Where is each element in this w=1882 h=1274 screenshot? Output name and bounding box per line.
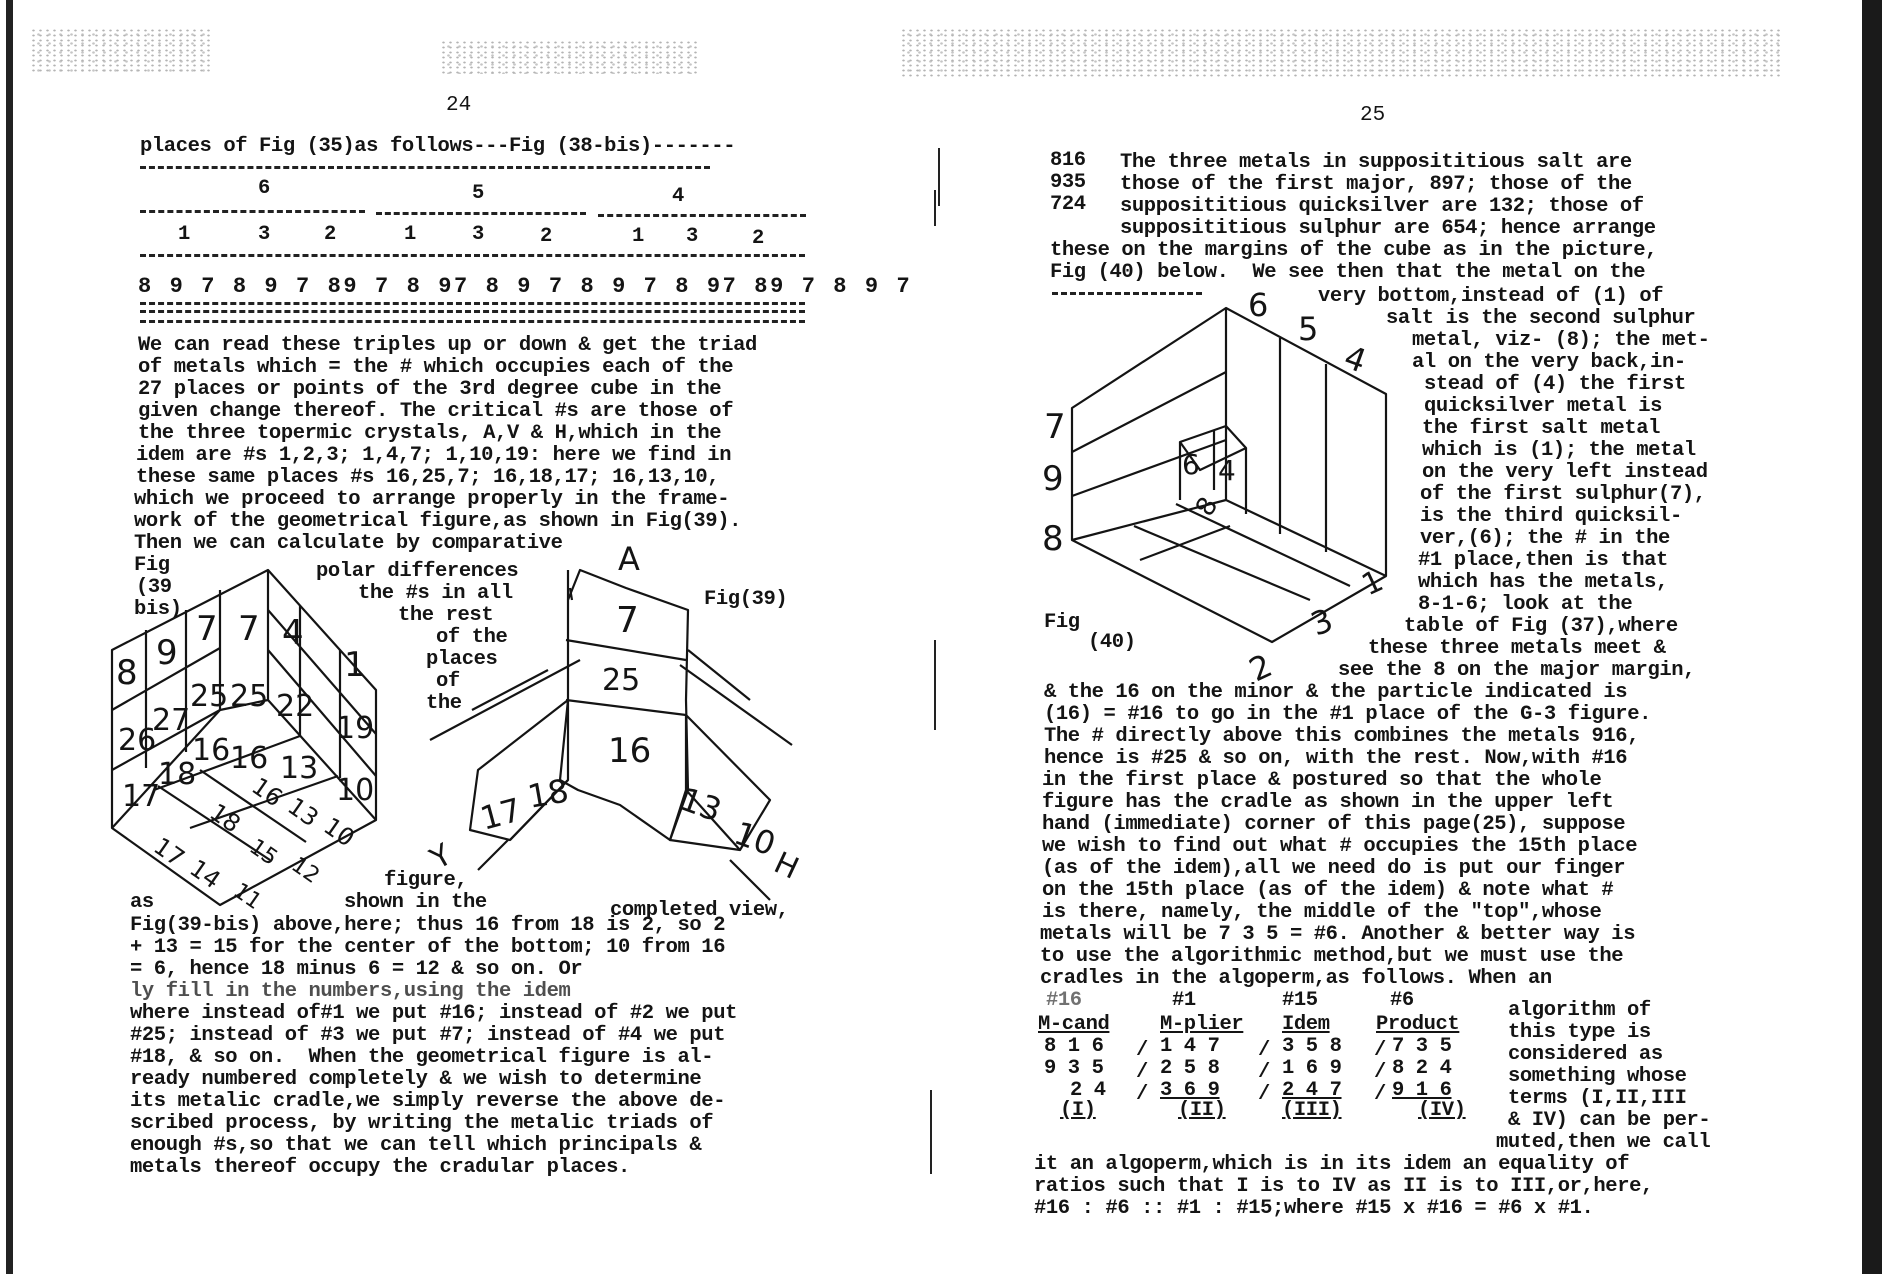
text-line: scribed process, by writing the metalic triads of xyxy=(130,1112,714,1135)
hex-letter: Y xyxy=(424,837,458,877)
right-scan-edge xyxy=(1862,0,1882,1274)
fig40-digit: 2 xyxy=(1243,646,1278,690)
text-line: it an algoperm,which is in its idem an equality of xyxy=(1034,1153,1630,1176)
table-cell: 2 4 7 xyxy=(1282,1079,1342,1102)
group-rule xyxy=(376,212,586,215)
subhead: 3 xyxy=(258,223,270,246)
text-line: #16 : #6 :: #1 : #15;where #15 x #16 = #6 x #1. xyxy=(1034,1197,1594,1220)
text-line: we wish to find out what # occupies the 15th place xyxy=(1042,835,1638,858)
hex-number: 16 xyxy=(608,731,652,771)
fig40-cube xyxy=(1030,290,1430,690)
cube-number: 16 xyxy=(192,733,231,768)
group-head: 5 xyxy=(472,182,484,205)
text-line: where instead of#1 we put #16; instead of #2 we put xyxy=(130,1002,738,1025)
table-num: #6 xyxy=(1390,989,1414,1012)
text-line: We can read these triples up or down & get the triad xyxy=(138,334,757,357)
subhead-rule xyxy=(140,254,805,257)
side-line: considered as xyxy=(1508,1043,1663,1066)
cube-number: 16 xyxy=(246,771,288,813)
table-num: #1 xyxy=(1172,989,1196,1012)
text-line: the three topermic crystals, A,V & H,which in the xyxy=(138,422,722,445)
fig40-digit: 8 xyxy=(1190,492,1225,522)
wrap-line: ver,(6); the # in the xyxy=(1420,527,1670,550)
left-page-number: 24 xyxy=(446,94,472,117)
fig40-digit: 8 xyxy=(1042,519,1064,559)
table-slash: / xyxy=(1136,1083,1148,1106)
text-line: which we proceed to arrange properly in the frame- xyxy=(134,488,730,511)
text-line: its metalic cradle,we simply reverse the above de- xyxy=(130,1090,726,1113)
subhead: 1 xyxy=(404,223,416,246)
text-line: hence is #25 & so on, with the rest. Now,with #16 xyxy=(1044,747,1628,770)
hex-number: 18 xyxy=(524,771,572,816)
cube-number: 10 xyxy=(336,773,375,808)
cube-number: 17 xyxy=(122,779,161,814)
gutter-mark xyxy=(934,640,936,730)
text-line: Fig(39-bis) above,here; thus 16 from 18 is 2, so 2 xyxy=(130,914,726,937)
text-line: metals will be 7 3 5 = #6. Another & better way is xyxy=(1040,923,1636,946)
subhead: 1 xyxy=(632,225,644,248)
cube-number: 27 xyxy=(152,703,191,738)
table-roman: (I) xyxy=(1060,1099,1096,1122)
text-line: these on the margins of the cube as in the picture, xyxy=(1050,239,1658,262)
cube-number: 25 xyxy=(190,679,229,714)
table-roman: (III) xyxy=(1282,1099,1342,1122)
wrap-line: #1 place,then is that xyxy=(1418,549,1668,572)
text-line: #25; instead of #3 we put #7; instead of #4 we put xyxy=(130,1024,726,1047)
wrap-line: see the 8 on the major margin, xyxy=(1338,659,1696,682)
table-cell: 3 6 9 xyxy=(1160,1079,1220,1102)
wrap-line: the first salt metal xyxy=(1422,417,1661,440)
fig40-digit: 6 xyxy=(1182,448,1200,481)
text-line: those of the first major, 897; those of the xyxy=(1120,173,1632,196)
cube-number: 14 xyxy=(184,853,226,895)
cube-number: 26 xyxy=(118,723,157,758)
text-line: hand (immediate) corner of this page(25), suppose xyxy=(1042,813,1626,836)
cube-number: 10 xyxy=(318,811,360,853)
subhead: 3 xyxy=(472,223,484,246)
text-line: work of the geometrical figure,as shown in Fig(39). xyxy=(134,510,742,533)
text-line: (16) = #16 to go in the #1 place of the G-3 figure. xyxy=(1044,703,1652,726)
table-cell: 9 3 5 xyxy=(1044,1057,1104,1080)
table-slash: / xyxy=(1136,1061,1148,1084)
text-line: idem are #s 1,2,3; 1,4,7; 1,10,19: here we find in xyxy=(136,444,732,467)
margin-number: 935 xyxy=(1050,171,1086,194)
table-cell: 1 6 9 xyxy=(1282,1057,1342,1080)
table-num: #15 xyxy=(1282,989,1318,1012)
text-line: = 6, hence 18 minus 6 = 12 & so on. Or xyxy=(130,958,583,981)
top-speckle-left xyxy=(30,28,210,74)
hex-number: 17 xyxy=(476,790,526,838)
fig40-digit: 6 xyxy=(1248,290,1269,324)
text-line: ready numbered completely & we wish to determine xyxy=(130,1068,702,1091)
top-speckle-mid xyxy=(440,40,700,74)
fig40-label: (40) xyxy=(1088,631,1136,654)
text-line: of metals which = the # which occupies each of the xyxy=(138,356,734,379)
table-cell: 8 1 6 xyxy=(1044,1035,1104,1058)
text-line: The three metals in supposititious salt are xyxy=(1120,151,1632,174)
margin-number: 724 xyxy=(1050,193,1086,216)
wrap-line: which is (1); the metal xyxy=(1422,439,1696,462)
text-line: ly fill in the numbers,using the idem xyxy=(130,980,571,1003)
group-head: 4 xyxy=(672,185,684,208)
side-line: something whose xyxy=(1508,1065,1687,1088)
text-line: Fig (40) below. We see then that the metal on the xyxy=(1050,261,1646,284)
shown-word: shown in the xyxy=(344,891,487,914)
cube-number: 11 xyxy=(228,878,266,915)
fig39bis-label: Fig xyxy=(134,554,170,577)
table-cell: 7 3 5 xyxy=(1392,1035,1452,1058)
table-head: Idem xyxy=(1282,1013,1330,1036)
hex-number: 25 xyxy=(602,663,641,698)
fig39-caption: Fig(39) xyxy=(704,588,788,611)
wrap-line: very bottom,instead of (1) of xyxy=(1318,285,1664,308)
cube-number: 19 xyxy=(336,711,375,746)
wrap-line: 8-1-6; look at the xyxy=(1418,593,1633,616)
text-line: cradles in the algoperm,as follows. When an xyxy=(1040,967,1552,990)
hex-letter: A xyxy=(618,540,640,578)
cube-number: 8 xyxy=(116,653,138,693)
side-line: algorithm of xyxy=(1508,999,1651,1022)
subhead: 1 xyxy=(178,223,190,246)
fig39bis-label: bis) xyxy=(134,598,182,621)
wrap-line: the rest xyxy=(398,604,494,627)
wrap-line: on the very left instead xyxy=(1422,461,1708,484)
completed-word: completed view, xyxy=(610,899,789,922)
cube-number: 7 xyxy=(238,609,260,649)
group-rule xyxy=(598,214,806,217)
group-head: 6 xyxy=(258,177,270,200)
text-line: & the 16 on the minor & the particle indicated is xyxy=(1044,681,1628,704)
wrap-line: quicksilver metal is xyxy=(1424,395,1663,418)
subhead: 3 xyxy=(686,225,698,248)
table-slash: / xyxy=(1258,1083,1270,1106)
text-line: enough #s,so that we can tell which principals & xyxy=(130,1134,702,1157)
text-line: given change thereof. The critical #s are those of xyxy=(138,400,734,423)
cube-number: 16 xyxy=(230,741,269,776)
margin-number: 816 xyxy=(1050,149,1086,172)
table-cell: 9 1 6 xyxy=(1392,1079,1452,1102)
text-line: in the first place & postured so that the whole xyxy=(1042,769,1602,792)
subhead: 2 xyxy=(540,225,552,248)
text-line: on the 15th place (as of the idem) & note what # xyxy=(1042,879,1614,902)
wrap-line: salt is the second sulphur xyxy=(1386,307,1696,330)
table-slash: / xyxy=(1374,1039,1386,1062)
subhead: 2 xyxy=(752,227,764,250)
text-line: metals thereof occupy the cradular places. xyxy=(130,1156,630,1179)
wrap-line: of xyxy=(436,670,460,693)
fig39bis-cube xyxy=(100,560,400,920)
table-head: Product xyxy=(1376,1013,1460,1036)
wrap-line: of the first sulphur(7), xyxy=(1420,483,1706,506)
side-line: this type is xyxy=(1508,1021,1651,1044)
text-line: to use the algorithmic method,but we must use the xyxy=(1040,945,1624,968)
right-page-number: 25 xyxy=(1360,104,1386,127)
cube-number: 12 xyxy=(286,852,324,889)
fig40-digit: 4 xyxy=(1218,454,1236,487)
text-line: figure has the cradle as shown in the upper left xyxy=(1042,791,1614,814)
side-line: terms (I,II,III xyxy=(1508,1087,1687,1110)
hex-number: 10 xyxy=(729,813,781,864)
fig39-hexagon xyxy=(420,540,820,920)
figure-word: figure, xyxy=(384,869,468,892)
fig40-label: Fig xyxy=(1044,611,1080,634)
table-cell: 2 4 xyxy=(1070,1079,1106,1102)
side-line: muted,then we call xyxy=(1496,1131,1711,1154)
cube-number: 18 xyxy=(158,757,197,792)
hex-letter: H xyxy=(768,845,804,887)
wrap-line: stead of (4) the first xyxy=(1424,373,1686,396)
left-heading: places of Fig (35)as follows---Fig (38-bis)------- xyxy=(140,135,736,158)
table-cell: 1 4 7 xyxy=(1160,1035,1220,1058)
fig39bis-label: (39 xyxy=(136,576,172,599)
text-line: supposititious quicksilver are 132; those of xyxy=(1120,195,1644,218)
gutter-mark xyxy=(930,1090,932,1174)
text-line: #18, & so on. When the geometrical figure is al- xyxy=(130,1046,714,1069)
text-line: Then we can calculate by comparative xyxy=(134,532,563,555)
side-line: & IV) can be per- xyxy=(1508,1109,1711,1132)
hex-number: 7 xyxy=(616,600,639,641)
table-slash: / xyxy=(1136,1039,1148,1062)
wrap-line: these three metals meet & xyxy=(1368,637,1666,660)
cube-number: 18 xyxy=(204,797,246,839)
table-cell: 2 5 8 xyxy=(1160,1057,1220,1080)
text-line: The # directly above this combines the metals 916, xyxy=(1044,725,1640,748)
left-scan-edge xyxy=(6,0,13,1274)
digit-row: 8 9 7 8 9 7 89 7 8 97 8 9 7 8 9 7 8 97 89 7 8 9 7 xyxy=(138,274,913,299)
wrap-line: the #s in all xyxy=(358,582,513,605)
cube-number: 13 xyxy=(280,751,319,786)
gutter-mark xyxy=(934,190,936,226)
hex-number: 13 xyxy=(675,779,727,830)
top-speckle-right xyxy=(900,28,1780,78)
fig40-digit: 3 xyxy=(1305,600,1338,644)
cube-number: 15 xyxy=(244,834,282,871)
wrap-line: table of Fig (37),where xyxy=(1404,615,1678,638)
cube-number: 13 xyxy=(282,791,324,833)
wrap-line: al on the very back,in- xyxy=(1412,351,1686,374)
gutter-mark xyxy=(938,148,940,206)
left-rule xyxy=(140,166,710,169)
fig40-digit: 5 xyxy=(1298,310,1319,348)
as-word: as xyxy=(130,891,154,914)
table-slash: / xyxy=(1374,1083,1386,1106)
text-line: supposititious sulphur are 654; hence arrange xyxy=(1120,217,1656,240)
fig40-digit: 4 xyxy=(1339,337,1372,381)
wrap-line: the xyxy=(426,692,462,715)
wrap-line: places xyxy=(426,648,498,671)
double-rule xyxy=(140,310,805,313)
cube-number: 7 xyxy=(196,609,218,649)
text-line: these same places #s 16,25,7; 16,18,17; 16,13,10, xyxy=(136,466,720,489)
wrap-line: which has the metals, xyxy=(1418,571,1668,594)
cube-number: 22 xyxy=(276,689,315,724)
cube-number: 9 xyxy=(156,633,178,673)
wrap-line: metal, viz- (8); the met- xyxy=(1412,329,1710,352)
fig40-digit: 9 xyxy=(1042,459,1064,499)
table-slash: / xyxy=(1258,1039,1270,1062)
wrap-line: is the third quicksil- xyxy=(1420,505,1682,528)
double-rule xyxy=(140,320,805,323)
table-cell: 8 2 4 xyxy=(1392,1057,1452,1080)
cube-number: 1 xyxy=(344,645,366,685)
table-head: M-plier xyxy=(1160,1013,1244,1036)
table-head: M-cand xyxy=(1038,1013,1110,1036)
text-line: ratios such that I is to IV as II is to III,or,here, xyxy=(1034,1175,1653,1198)
fig40-digit: 7 xyxy=(1044,407,1066,447)
subhead: 2 xyxy=(324,223,336,246)
table-cell: 3 5 8 xyxy=(1282,1035,1342,1058)
text-line: 27 places or points of the 3rd degree cube in the xyxy=(138,378,722,401)
text-line: is there, namely, the middle of the "top",whose xyxy=(1042,901,1602,924)
cube-number: 17 xyxy=(148,831,190,873)
wrap-line: polar differences xyxy=(316,560,519,583)
table-roman: (II) xyxy=(1178,1099,1226,1122)
text-line: (as of the idem),all we need do is put our finger xyxy=(1042,857,1626,880)
table-roman: (IV) xyxy=(1418,1099,1466,1122)
cube-number: 4 xyxy=(282,613,304,653)
wrap-line: of the xyxy=(436,626,508,649)
text-line: + 13 = 15 for the center of the bottom; 10 from 16 xyxy=(130,936,726,959)
table-slash: / xyxy=(1374,1061,1386,1084)
table-num: #16 xyxy=(1046,989,1082,1012)
table-slash: / xyxy=(1258,1061,1270,1084)
fig40-digit: 1 xyxy=(1356,563,1389,604)
cube-number: 25 xyxy=(230,679,269,714)
group-rule xyxy=(140,210,365,213)
double-rule xyxy=(140,302,805,305)
